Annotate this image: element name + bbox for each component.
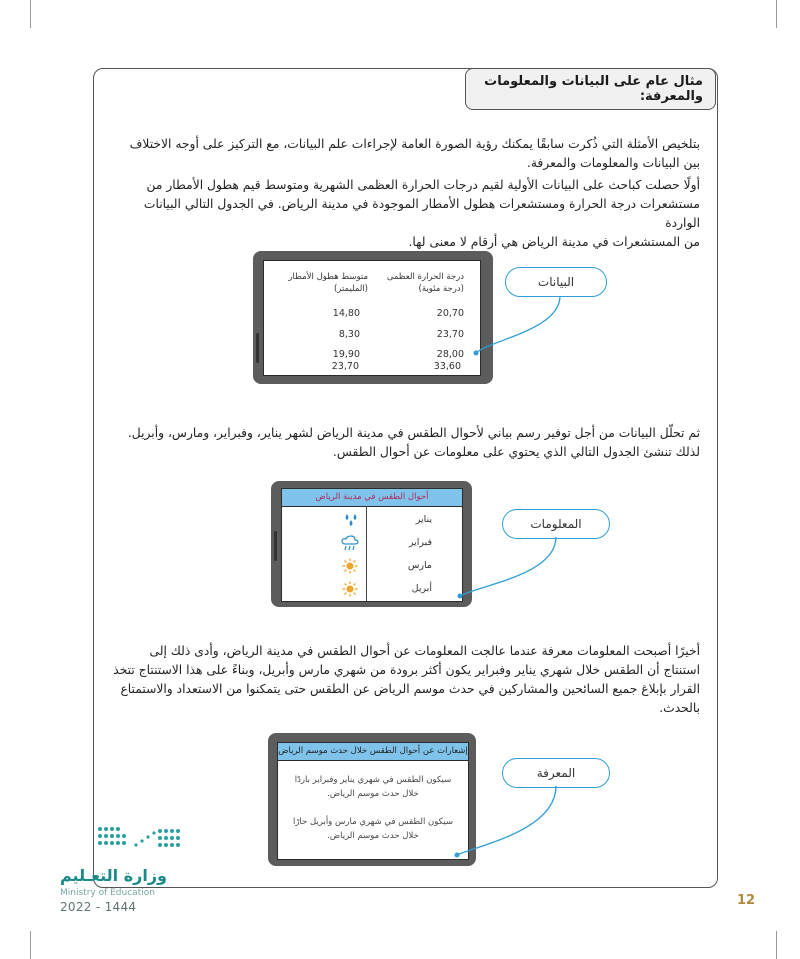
weather-table-title: أحوال الطقس في مدينة الرياض bbox=[282, 489, 462, 507]
edition-year: 2022 - 1444 bbox=[60, 900, 137, 914]
connector-dot bbox=[474, 351, 479, 356]
connector-dot bbox=[455, 853, 460, 858]
text-line: بتلخيص الأمثلة التي ذُكرت سابقًا يمكنك رؤية الصورة العامة لإجراءات علم البيانات، مع التركيز على أوجه الاختلاف bbox=[129, 137, 700, 151]
text-line: أولًا حصلت كباحث على البيانات الأولية لقيم درجات الحرارة العظمى الشهرية ومتوسط قيم هطول الأمطار من bbox=[146, 178, 700, 192]
month-cell: مارس bbox=[407, 560, 432, 571]
text-line: من المستشعرات في مدينة الرياض هي أرقام لا معنى لها. bbox=[408, 235, 700, 249]
page-number: 12 bbox=[737, 893, 756, 908]
ministry-logo-icon bbox=[96, 823, 188, 863]
temp-cell: 28,00 bbox=[436, 349, 464, 360]
notification-1: سيكون الطقس في شهري يناير وفبراير باردًا خلال حدث موسم الرياض. bbox=[294, 775, 452, 799]
section-heading-text: مثال عام على البيانات والمعلومات والمعرفة: bbox=[484, 74, 703, 104]
text-line: بالحدث. bbox=[659, 701, 700, 715]
rain-cell: 8,30 bbox=[338, 329, 360, 340]
text-line: بين البيانات والمعلومات والمعرفة. bbox=[526, 156, 700, 170]
month-cell: فبراير bbox=[408, 537, 432, 548]
temp-cell: 33,60 bbox=[433, 361, 461, 372]
text-line: أخيرًا أصبحت المعلومات معرفة عندما عالجت المعلومات عن أحوال الطقس في مدينة الرياض، وأدى ذلك إلى bbox=[149, 644, 700, 658]
notifications-title: إشعارات عن أحوال الطقس خلال حدث موسم الرياض bbox=[278, 743, 468, 761]
rain-cell: 23,70 bbox=[331, 361, 359, 372]
information-label: المعلومات bbox=[502, 509, 610, 539]
connector-dot bbox=[458, 594, 463, 599]
knowledge-label: المعرفة bbox=[502, 758, 610, 788]
temp-cell: 20,70 bbox=[436, 308, 464, 319]
rain-cell: 19,90 bbox=[332, 349, 360, 360]
text-line: استنتاج أن الطقس خلال شهري يناير وفبراير يكون أكثر برودة من شهري مارس وأبريل، وبناءً على هذا الاستنتاج تتخذ bbox=[113, 663, 700, 677]
ministry-logo-text: وزارة التعـليم bbox=[60, 866, 167, 885]
text-line: لذلك تنشئ الجدول التالي الذي يحتوي على معلومات عن أحوال الطقس. bbox=[332, 445, 700, 459]
rain-cell: 14,80 bbox=[332, 308, 360, 319]
ministry-name: Ministry of Education bbox=[60, 888, 155, 898]
text-line: ثم تحلّل البيانات من أجل توفير رسم بياني لأحوال الطقس في مدينة الرياض لشهر يناير، وفبراير، ومارس، وأبريل. bbox=[127, 426, 700, 440]
temp-header: درجة الحرارة العظمى (درجة مئوية) bbox=[386, 272, 464, 294]
month-cell: يناير bbox=[415, 514, 432, 525]
data-label: البيانات bbox=[505, 267, 607, 297]
rain-header: متوسط هطول الأمطار (المليمتر) bbox=[288, 272, 368, 294]
temp-cell: 23,70 bbox=[436, 329, 464, 340]
notification-2: سيكون الطقس في شهري مارس وأبريل حارًا خلال حدث موسم الرياض. bbox=[292, 817, 454, 841]
month-cell: أبريل bbox=[411, 583, 432, 594]
text-line: القرار بإبلاغ جميع السائحين والمشاركين في حدث موسم الرياض عن الطقس حتى يتمكنوا من الاستعداد والاستمتاع bbox=[120, 682, 700, 696]
text-line: مستشعرات درجة الحرارة ومستشعرات هطول الأمطار الموجودة في مدينة الرياض. في الجدول التالي البيانات الواردة bbox=[143, 197, 700, 230]
